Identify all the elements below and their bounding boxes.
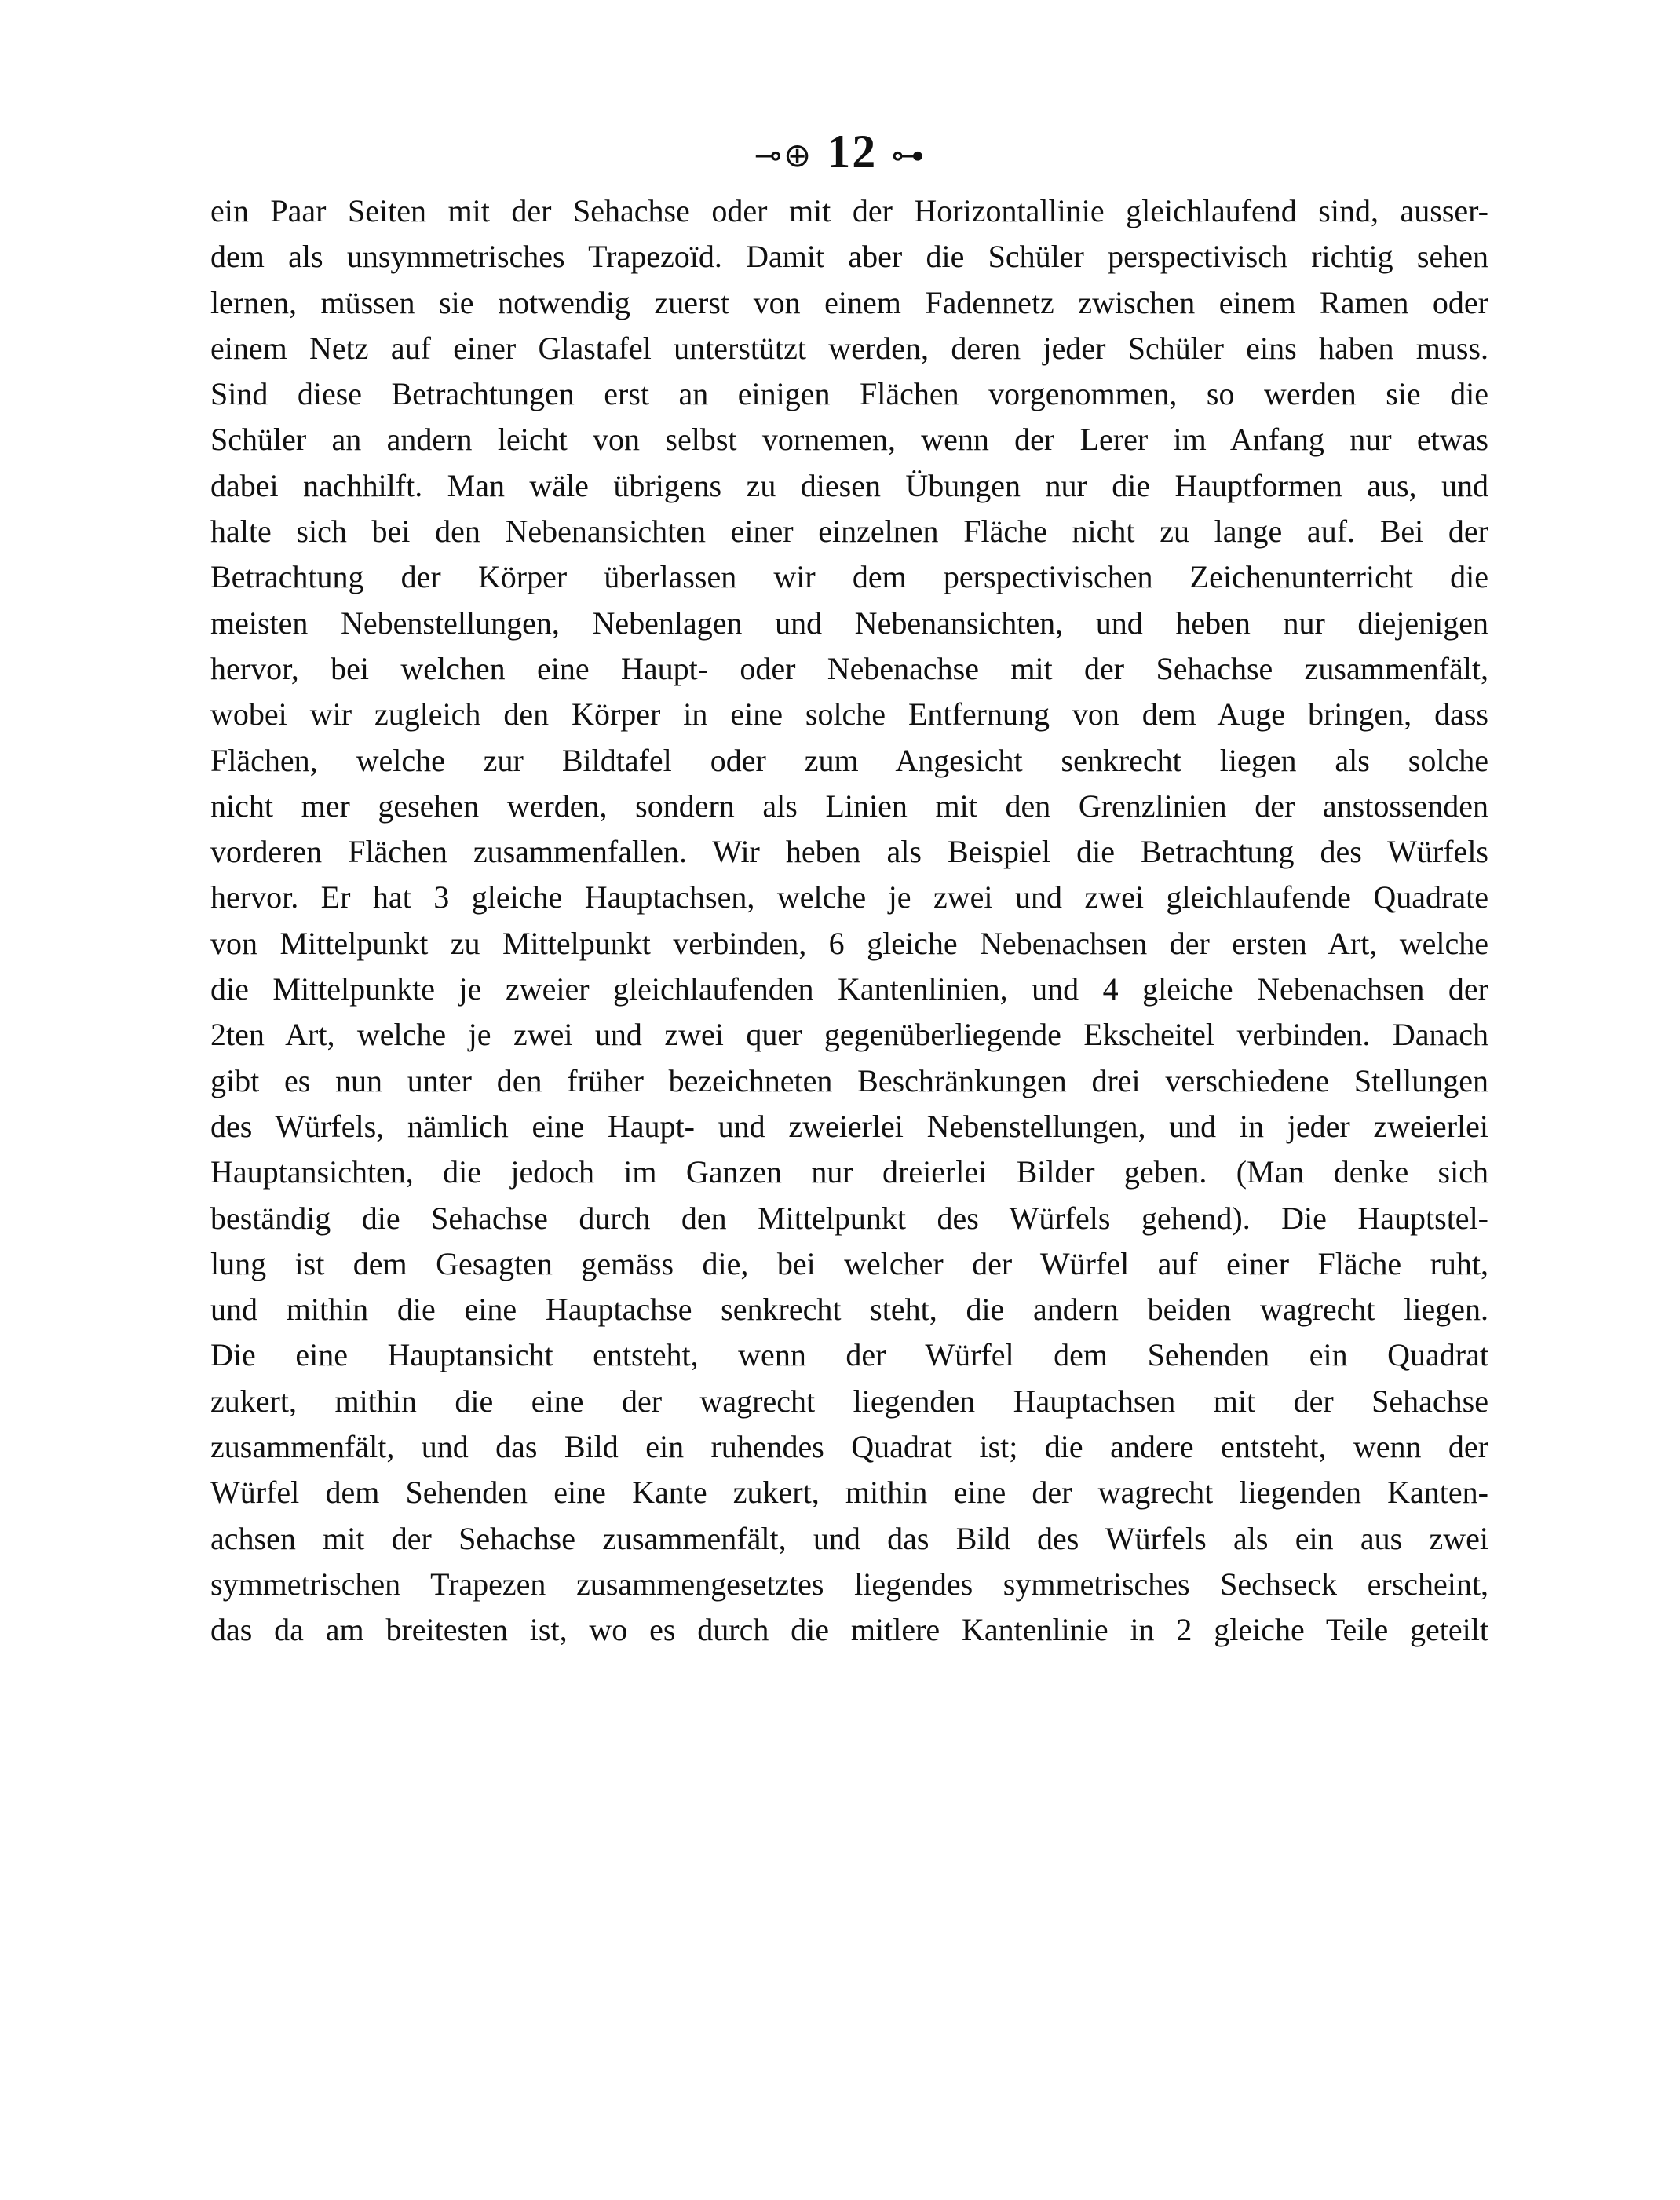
body-text <box>210 188 1488 1654</box>
text-line: Hauptansichten, die jedoch im Ganzen nur dreierlei Bilder geben. (Man denke sich <box>210 1154 1488 1190</box>
text-line: einem Netz auf einer Glastafel unterstützt werden, deren jeder Schüler eins haben muss. <box>210 330 1488 366</box>
text-line: meisten Nebenstellungen, Nebenlagen und Nebenansichten, und heben nur diejenigen <box>210 605 1488 641</box>
text-line: des Würfels, nämlich eine Haupt- und zweierlei Nebenstellungen, und in jeder zweierlei <box>210 1108 1488 1144</box>
text-line: 2ten Art, welche je zwei und zwei quer gegenüberliegende Ekscheitel verbinden. Danach <box>210 1017 1488 1053</box>
page-number: 12 <box>827 126 878 177</box>
text-line: achsen mit der Sehachse zusammenfält, und das Bild des Würfels als ein aus zwei <box>210 1520 1488 1556</box>
text-line: das da am breitesten ist, wo es durch die mitlere Kantenlinie in 2 gleiche Teile geteilt <box>210 1612 1488 1648</box>
text-line: Würfel dem Sehenden eine Kante zukert, mithin eine der wagrecht liegenden Kanten- <box>210 1475 1488 1511</box>
text-line: lung ist dem Gesagten gemäss die, bei welcher der Würfel auf einer Fläche ruht, <box>210 1245 1488 1281</box>
text-line: halte sich bei den Nebenansichten einer einzelnen Fläche nicht zu lange auf. Bei der <box>210 513 1488 550</box>
ornament-right-icon: ⊶ <box>891 138 926 175</box>
text-line: vorderen Flächen zusammenfallen. Wir heben als Beispiel die Betrachtung des Würfels <box>210 834 1488 870</box>
text-line: zukert, mithin die eine der wagrecht liegenden Hauptachsen mit der Sehachse <box>210 1383 1488 1419</box>
text-line: nicht mer gesehen werden, sondern als Linien mit den Grenzlinien der anstossenden <box>210 788 1488 824</box>
text-line: lernen, müssen sie notwendig zuerst von einem Fadennetz zwischen einem Ramen oder <box>210 284 1488 320</box>
text-line: ein Paar Seiten mit der Sehachse oder mit der Horizontallinie gleichlaufend sind, ausser- <box>210 193 1488 228</box>
text-line: beständig die Sehachse durch den Mittelpunkt des Würfels gehend). Die Hauptstel- <box>210 1200 1488 1236</box>
text-line: zusammenfält, und das Bild ein ruhendes Quadrat ist; die andere entsteht, wenn der <box>210 1429 1488 1465</box>
text-line: Die eine Hauptansicht entsteht, wenn der Würfel dem Sehenden ein Quadrat <box>210 1337 1488 1373</box>
text-line: symmetrischen Trapezen zusammengesetztes liegendes symmetrisches Sechseck erscheint, <box>210 1566 1488 1602</box>
text-line: Flächen, welche zur Bildtafel oder zum Angesicht senkrecht liegen als solche <box>210 742 1488 778</box>
text-line: Schüler an andern leicht von selbst vornemen, wenn der Lerer im Anfang nur etwas <box>210 422 1488 458</box>
text-line: hervor, bei welchen eine Haupt- oder Nebenachse mit der Sehachse zusammenfält, <box>210 650 1488 686</box>
ornament-left-icon: ⊸⊕ <box>754 138 813 175</box>
text-line: Sind diese Betrachtungen erst an einigen Flächen vorgenommen, so werden sie die <box>210 376 1488 412</box>
text-line: gibt es nun unter den früher bezeichneten Beschränkungen drei verschiedene Stellungen <box>210 1062 1488 1098</box>
text-line: dem als unsymmetrisches Trapezoïd. Damit aber die Schüler perspectivisch richtig sehen <box>210 239 1488 275</box>
text-line: von Mittelpunkt zu Mittelpunkt verbinden, 6 gleiche Nebenachsen der ersten Art, welche <box>210 925 1488 961</box>
text-line: hervor. Er hat 3 gleiche Hauptachsen, welche je zwei und zwei gleichlaufende Quadrate <box>210 879 1488 915</box>
page-header <box>0 124 1680 184</box>
text-line: dabei nachhilft. Man wäle übrigens zu diesen Übungen nur die Hauptformen aus, und <box>210 467 1488 503</box>
text-line: wobei wir zugleich den Körper in eine solche Entfernung von dem Auge bringen, dass <box>210 696 1488 733</box>
text-line: die Mittelpunkte je zweier gleichlaufenden Kantenlinien, und 4 gleiche Nebenachsen der <box>210 971 1488 1007</box>
text-line: Betrachtung der Körper überlassen wir dem perspectivischen Zeichenunterricht die <box>210 559 1488 595</box>
text-line: und mithin die eine Hauptachse senkrecht steht, die andern beiden wagrecht liegen. <box>210 1292 1488 1328</box>
